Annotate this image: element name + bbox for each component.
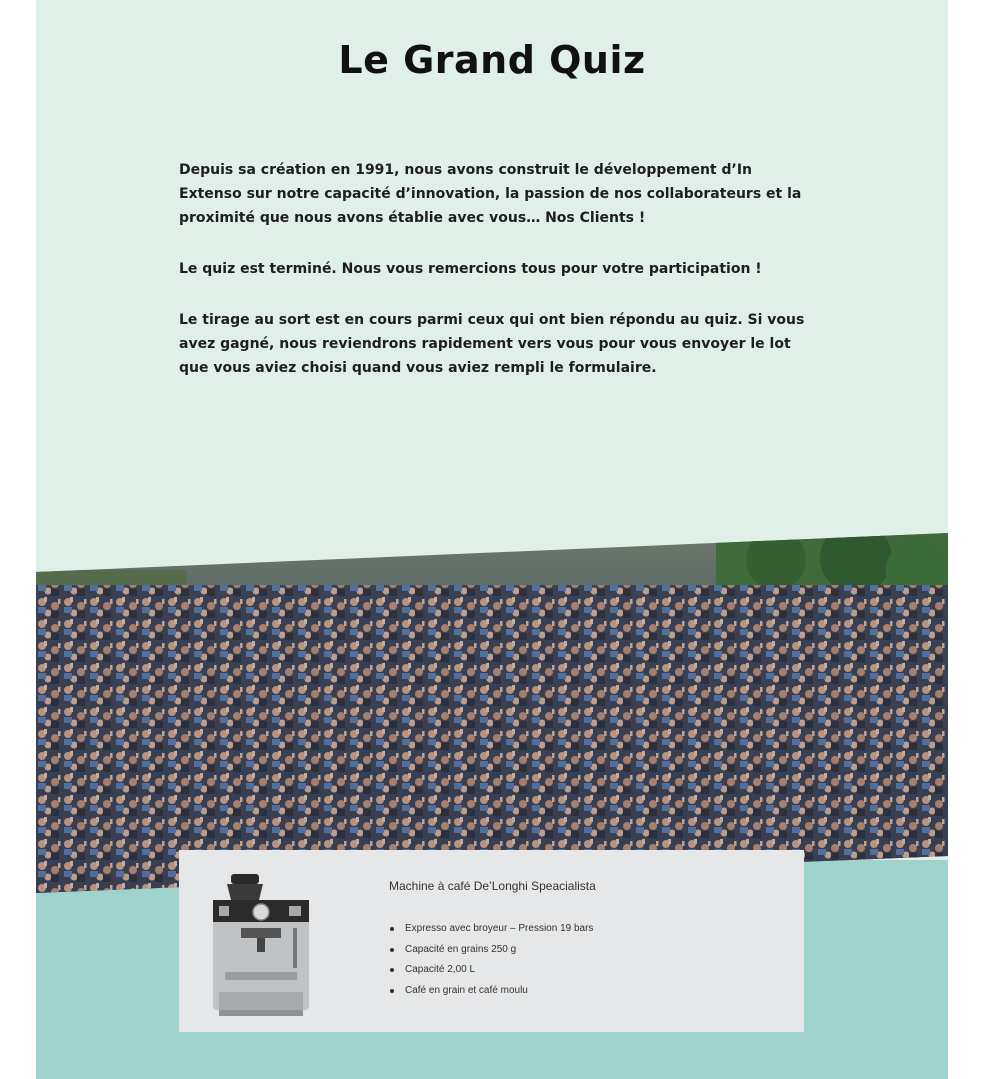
prize-title: Machine à café De’Longhi Speacialista — [389, 879, 596, 893]
page-title: Le Grand Quiz — [338, 38, 646, 82]
draw-paragraph: Le tirage au sort est en cours parmi ceux qui ont bien répondu au quiz. Si vous avez gagné, nous reviendrons rapidement vers vous pour vous envoyer le lot que vous aviez choisi quand vous aviez rempli le formulaire. — [179, 312, 805, 376]
page-section — [36, 0, 948, 1079]
intro-paragraph: Depuis sa création en 1991, nous avons construit le développement d’In Extenso sur notre capacité d’innovation, la passion de nos collaborateurs et la proximité que nous avons établie avec vous… Nos Clients ! — [179, 162, 802, 226]
quiz-ended-paragraph: Le quiz est terminé. Nous vous remercions tous pour votre participation ! — [179, 261, 762, 277]
prize-features-list — [389, 922, 593, 1004]
intro-text — [179, 158, 809, 407]
coffee-machine-image — [205, 872, 315, 1022]
feature-item: Capacité 2,00 L — [389, 963, 593, 984]
prize-card — [179, 850, 804, 1032]
feature-item: Expresso avec broyeur – Pression 19 bars — [389, 922, 593, 943]
crowd-photo — [36, 530, 948, 900]
feature-item: Café en grain et café moulu — [389, 984, 593, 1005]
feature-item: Capacité en grains 250 g — [389, 943, 593, 964]
